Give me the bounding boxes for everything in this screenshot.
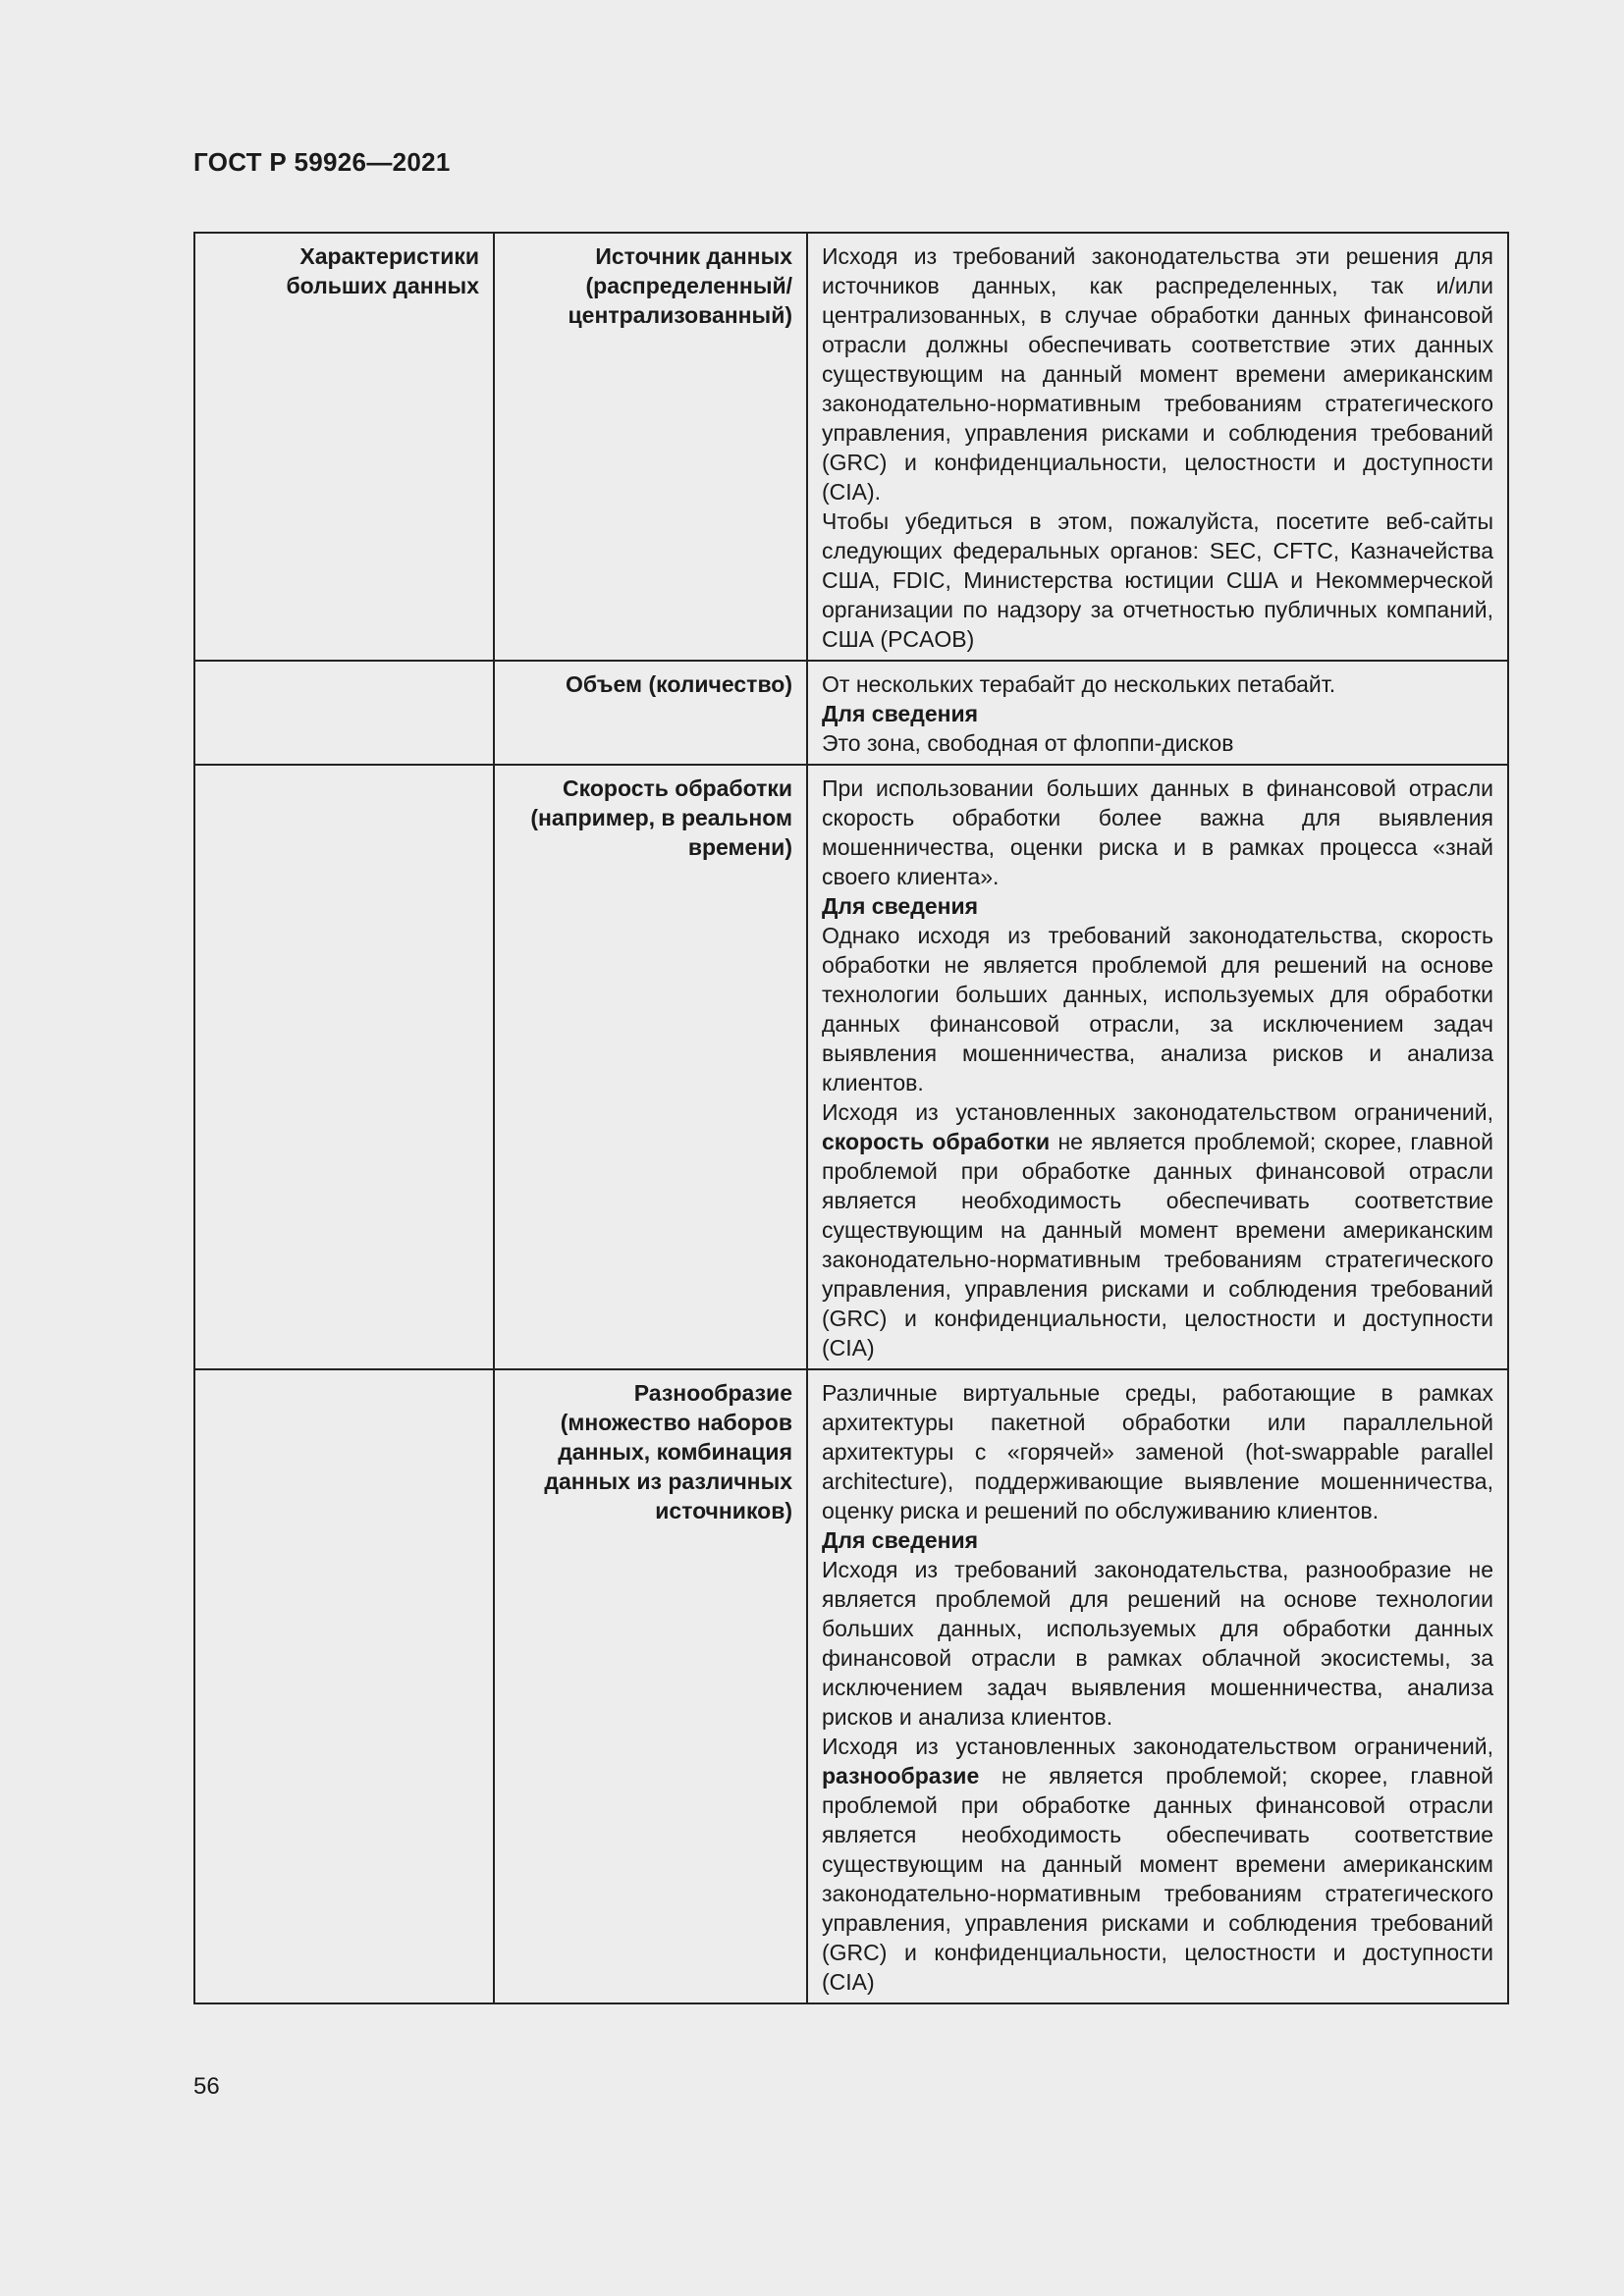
text-fragment: Исходя из установленных законодательством ограничений, [822, 1734, 1493, 1759]
table-row [194, 233, 1508, 661]
text-fragment: не является проблемой; скорее, главной проблемой при обработке данных финансовой отрасли является необходимость обеспечивать соответствие существующим на данный момент времени американским законодательно-нормативным требованиям стратегического управления, управления рисками и соблюдения требований (GRC) и конфиденциальности, целостности и доступности (CIA) [822, 1763, 1493, 1995]
characteristic-cell [194, 661, 494, 765]
emphasis-term: разнообразие [822, 1763, 980, 1789]
parameter-cell: Скорость обработки (например, в реальном времени) [494, 765, 807, 1369]
description-cell [807, 765, 1508, 1369]
characteristic-cell [194, 765, 494, 1369]
description-cell [807, 1369, 1508, 2003]
description-paragraph: При использовании больших данных в финансовой отрасли скорость обработки более важна для выявления мошенничества, оценки риска и в рамках процесса «знай своего клиента». [822, 775, 1493, 889]
table-row [194, 765, 1508, 1369]
characteristic-cell [194, 1369, 494, 2003]
document-header: ГОСТ Р 59926—2021 [193, 147, 451, 177]
note-title: Для сведения [822, 701, 979, 726]
parameter-cell: Разнообразие (множество наборов данных, комбинация данных из различных источников) [494, 1369, 807, 2003]
note-title: Для сведения [822, 893, 979, 919]
description-paragraph: Однако исходя из требований законодательства, скорость обработки не является проблемой для решений на основе технологии больших данных, используемых для обработки данных финансовой отрасли, за исключением задач выявления мошенничества, анализа рисков и анализа клиентов. [822, 923, 1493, 1095]
description-cell [807, 661, 1508, 765]
parameter-cell: Источник данных (распределенный/ централизованный) [494, 233, 807, 661]
description-paragraph [822, 1097, 1493, 1362]
description-paragraph: Исходя из требований законодательства эти решения для источников данных, как распределенных, так и/или централизованных, в случае обработки данных финансовой отрасли должны обеспечивать соответствие этих данных существующим на данный момент времени американским законодательно-нормативным требованиям стратегического управления, управления рисками и соблюдения требований (GRC) и конфиденциальности, целостности и доступности (CIA). [822, 243, 1493, 505]
parameter-cell: Объем (количество) [494, 661, 807, 765]
description-cell [807, 233, 1508, 661]
description-paragraph: Это зона, свободная от флоппи-дисков [822, 730, 1234, 756]
table-row [194, 1369, 1508, 2003]
emphasis-term: скорость обработки [822, 1129, 1051, 1154]
note-title: Для сведения [822, 1527, 979, 1553]
text-fragment: Исходя из установленных законодательством ограничений, [822, 1099, 1493, 1125]
text-fragment: не является проблемой; скорее, главной проблемой при обработке данных финансовой отрасли является необходимость обеспечивать соответствие существующим на данный момент времени американским законодательно-нормативным требованиям стратегического управления, управления рисками и соблюдения требований (GRC) и конфиденциальности, целостности и доступности (CIA) [822, 1129, 1493, 1361]
characteristic-cell: Характеристики больших данных [194, 233, 494, 661]
description-paragraph [822, 1732, 1493, 1997]
page-number: 56 [193, 2073, 220, 2100]
description-paragraph: От нескольких терабайт до нескольких петабайт. [822, 671, 1336, 697]
requirements-table [193, 232, 1509, 2004]
description-paragraph: Исходя из требований законодательства, разнообразие не является проблемой для решений на основе технологии больших данных, используемых для обработки данных финансовой отрасли в рамках облачной экосистемы, за исключением задач выявления мошенничества, анализа рисков и анализа клиентов. [822, 1557, 1493, 1730]
table-row [194, 661, 1508, 765]
description-paragraph: Различные виртуальные среды, работающие в рамках архитектуры пакетной обработки или параллельной архитектуры с «горячей» заменой (hot-swappable parallel architecture), поддерживающие выявление мошенничества, оценку риска и решений по обслуживанию клиентов. [822, 1380, 1493, 1523]
description-paragraph: Чтобы убедиться в этом, пожалуйста, посетите веб-сайты следующих федеральных органов: SEC, CFTC, Казначейства США, FDIC, Министерства юстиции США и Некоммерческой организации по надзору за отчетностью публичных компаний, США (PCAOB) [822, 508, 1493, 652]
